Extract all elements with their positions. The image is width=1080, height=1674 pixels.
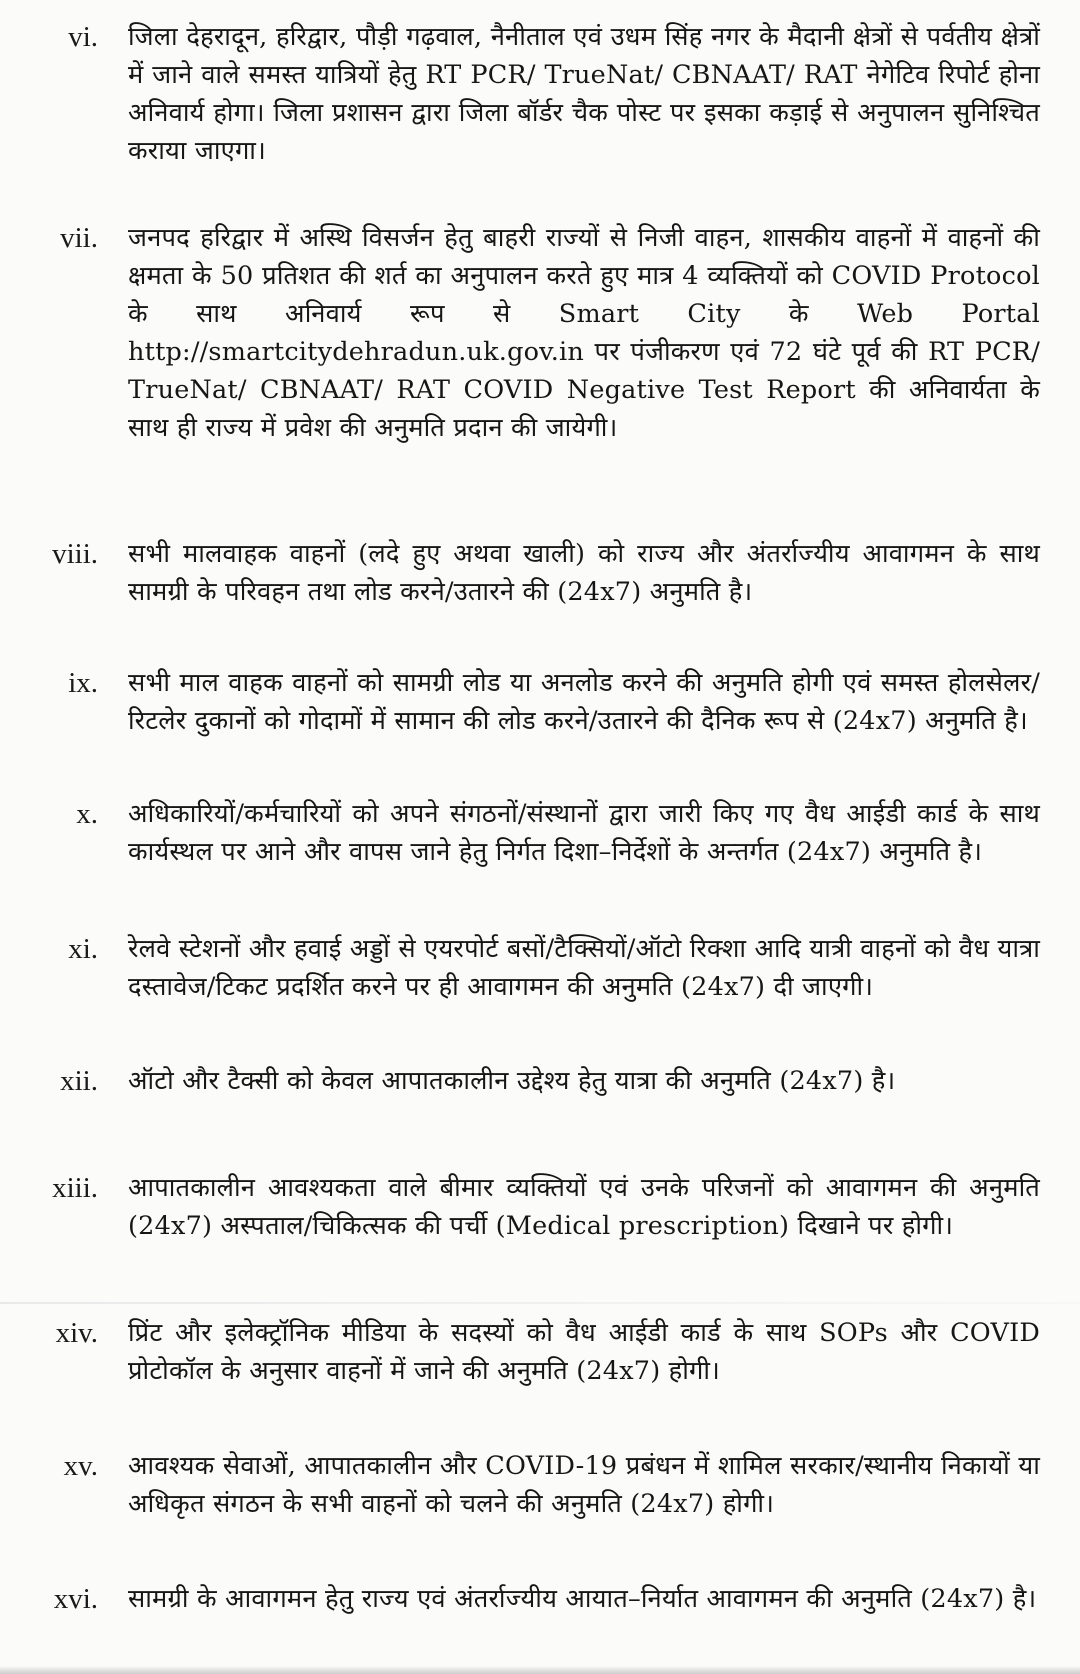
item-text: सभी माल वाहक वाहनों को सामग्री लोड या अनलोड करने की अनुमति होगी एवं समस्त होलसेलर/रिटलेर दुकानों को गोदामों में सामान की लोड करने/उतारने की दैनिक रूप से (24x7) अनुमति है।: [128, 668, 1040, 736]
item-number: xiv.: [55, 1317, 98, 1349]
item-number: viii.: [52, 538, 98, 570]
item-number: xvi.: [53, 1583, 98, 1615]
item-text: आवश्यक सेवाओं, आपातकालीन और COVID-19 प्रबंधन में शामिल सरकार/स्थानीय निकायों या अधिकृत संगठन के सभी वाहनों को चलने की अनुमति (24x7) होगी।: [128, 1451, 1040, 1519]
item-number: vi.: [68, 21, 98, 53]
item-text: सभी मालवाहक वाहनों (लदे हुए अथवा खाली) को राज्य और अंतर्राज्यीय आवागमन के साथ सामग्री के परिवहन तथा लोड करने/उतारने की (24x7) अनुमति है।: [128, 539, 1040, 607]
item-text: ऑटो और टैक्सी को केवल आपातकालीन उद्देश्य हेतु यात्रा की अनुमति (24x7) है।: [128, 1066, 896, 1096]
item-number: xiii.: [52, 1172, 98, 1204]
item-text: सामग्री के आवागमन हेतु राज्य एवं अंतर्राज्यीय आयात–निर्यात आवागमन की अनुमति (24x7) है।: [128, 1584, 1037, 1614]
item-text: प्रिंट और इलेक्ट्रॉनिक मीडिया के सदस्यों को वैध आईडी कार्ड के साथ SOPs और COVID प्रोटोकॉल के अनुसार वाहनों में जाने की अनुमति (24x7) होगी।: [128, 1318, 1040, 1386]
item-text: आपातकालीन आवश्यकता वाले बीमार व्यक्तियों एवं उनके परिजनों को आवागमन की अनुमति (24x7) अस्पताल/चिकित्सक की पर्ची (Medical prescription) दिखाने पर होगी।: [128, 1173, 1040, 1241]
item-number: x.: [76, 798, 98, 830]
item-number: xv.: [63, 1450, 98, 1482]
item-number: ix.: [68, 667, 98, 699]
item-number: xii.: [60, 1065, 98, 1097]
item-number: xi.: [68, 933, 98, 965]
item-text: जिला देहरादून, हरिद्वार, पौड़ी गढ़वाल, नैनीताल एवं उधम सिंह नगर के मैदानी क्षेत्रों से पर्वतीय क्षेत्रों में जाने वाले समस्त यात्रियों हेतु RT PCR/ TrueNat/ CBNAAT/ RAT नेगेटिव रिपोर्ट होना अनिवार्य होगा। जिला प्रशासन द्वारा जिला बॉर्डर चैक पोस्ट पर इसका कड़ाई से अनुपालन सुनिश्चित कराया जाएगा।: [128, 22, 1040, 166]
scan-bottom-edge: [0, 1666, 1080, 1674]
item-text: रेलवे स्टेशनों और हवाई अड्डों से एयरपोर्ट बसों/टैक्सियों/ऑटो रिक्शा आदि यात्री वाहनों को वैध यात्रा दस्तावेज/टिकट प्रदर्शित करने पर ही आवागमन की अनुमति (24x7) दी जाएगी।: [128, 934, 1040, 1002]
item-text: अधिकारियों/कर्मचारियों को अपने संगठनों/संस्थानों द्वारा जारी किए गए वैध आईडी कार्ड के साथ कार्यस्थल पर आने और वापस जाने हेतु निर्गत दिशा–निर्देशों के अन्तर्गत (24x7) अनुमति है।: [128, 799, 1040, 867]
scan-fold-line: [0, 1302, 1080, 1304]
item-number: vii.: [60, 222, 98, 254]
item-text: जनपद हरिद्वार में अस्थि विसर्जन हेतु बाहरी राज्यों से निजी वाहन, शासकीय वाहनों में वाहनों की क्षमता के 50 प्रतिशत की शर्त का अनुपालन करते हुए मात्र 4 व्यक्तियों को COVID Protocol के साथ अनिवार्य रूप से Smart City के Web Portal http://smartcitydehradun.uk.gov.in पर पंजीकरण एवं 72 घंटे पूर्व की RT PCR/ TrueNat/ CBNAAT/ RAT COVID Negative Test Report की अनिवार्यता के साथ ही राज्य में प्रवेश की अनुमति प्रदान की जायेगी।: [128, 223, 1040, 443]
